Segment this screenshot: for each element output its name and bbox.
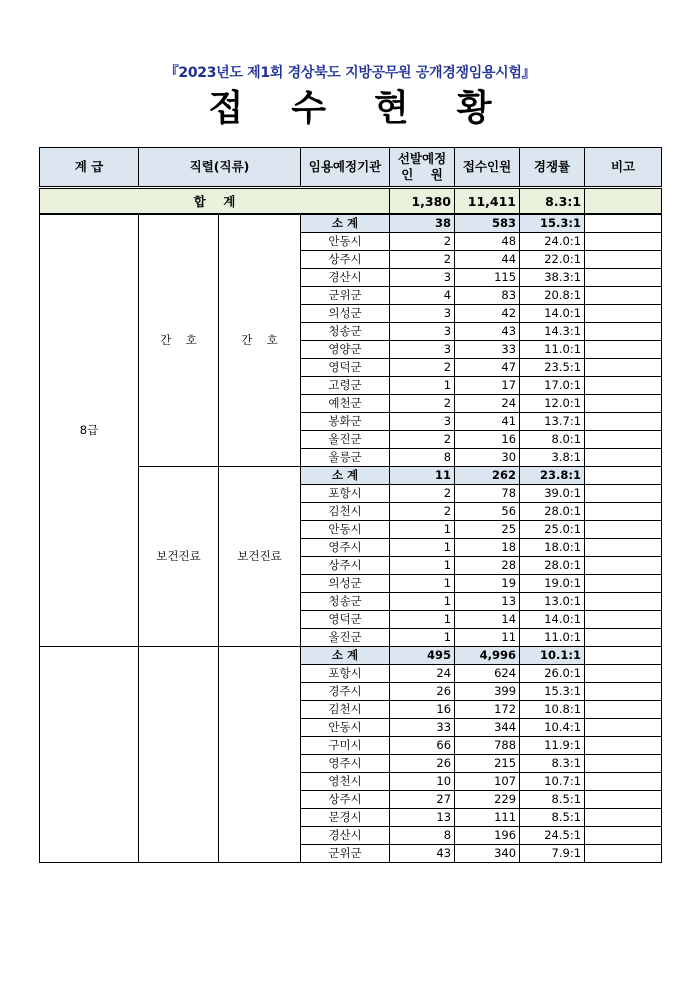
applicants-cell: 624 [455, 665, 520, 683]
planned-cell: 11 [390, 467, 455, 485]
planned-cell: 2 [390, 251, 455, 269]
agency-cell: 영덕군 [301, 611, 390, 629]
applicants-cell: 340 [455, 845, 520, 863]
series-cell: 보건진료 [139, 467, 219, 647]
planned-cell: 38 [390, 214, 455, 233]
agency-cell: 울진군 [301, 431, 390, 449]
applicants-cell: 788 [455, 737, 520, 755]
agency-cell: 군위군 [301, 287, 390, 305]
planned-cell: 2 [390, 233, 455, 251]
planned-cell: 13 [390, 809, 455, 827]
remarks-cell [585, 214, 662, 233]
total-label: 합 계 [40, 188, 390, 215]
agency-cell: 영주시 [301, 755, 390, 773]
table-body [40, 188, 662, 863]
ratio-cell: 14.0:1 [520, 305, 585, 323]
table-header [40, 148, 662, 188]
applicants-cell: 17 [455, 377, 520, 395]
planned-cell: 2 [390, 431, 455, 449]
ratio-cell: 10.1:1 [520, 647, 585, 665]
planned-cell: 1 [390, 521, 455, 539]
remarks-cell [585, 359, 662, 377]
total-applicants: 11,411 [455, 188, 520, 215]
remarks-cell [585, 593, 662, 611]
applicants-cell: 14 [455, 611, 520, 629]
ratio-cell: 28.0:1 [520, 503, 585, 521]
remarks-cell [585, 233, 662, 251]
remarks-cell [585, 719, 662, 737]
planned-cell: 495 [390, 647, 455, 665]
ratio-cell: 39.0:1 [520, 485, 585, 503]
ratio-cell: 3.8:1 [520, 449, 585, 467]
ratio-cell: 8.3:1 [520, 755, 585, 773]
planned-cell: 26 [390, 755, 455, 773]
applicants-cell: 41 [455, 413, 520, 431]
series-cell [139, 647, 219, 863]
ratio-cell: 11.0:1 [520, 629, 585, 647]
planned-cell: 1 [390, 557, 455, 575]
applicants-cell: 107 [455, 773, 520, 791]
ratio-cell: 10.7:1 [520, 773, 585, 791]
planned-cell: 2 [390, 359, 455, 377]
agency-cell: 울릉군 [301, 449, 390, 467]
ratio-cell: 24.5:1 [520, 827, 585, 845]
ratio-cell: 23.8:1 [520, 467, 585, 485]
planned-cell: 24 [390, 665, 455, 683]
agency-cell: 상주시 [301, 557, 390, 575]
remarks-cell [585, 521, 662, 539]
applicants-cell: 78 [455, 485, 520, 503]
applicants-cell: 83 [455, 287, 520, 305]
ratio-cell: 15.3:1 [520, 214, 585, 233]
remarks-cell [585, 341, 662, 359]
header-remarks: 비고 [585, 148, 662, 188]
total-row [40, 188, 662, 215]
remarks-cell [585, 701, 662, 719]
ratio-cell: 20.8:1 [520, 287, 585, 305]
remarks-cell [585, 485, 662, 503]
total-remarks [585, 188, 662, 215]
header-ratio: 경쟁률 [520, 148, 585, 188]
agency-cell: 울진군 [301, 629, 390, 647]
agency-cell: 경산시 [301, 827, 390, 845]
applicants-cell: 48 [455, 233, 520, 251]
total-planned: 1,380 [390, 188, 455, 215]
agency-cell: 군위군 [301, 845, 390, 863]
applicants-cell: 196 [455, 827, 520, 845]
applicants-cell: 47 [455, 359, 520, 377]
ratio-cell: 7.9:1 [520, 845, 585, 863]
planned-cell: 10 [390, 773, 455, 791]
remarks-cell [585, 503, 662, 521]
ratio-cell: 23.5:1 [520, 359, 585, 377]
agency-cell: 영덕군 [301, 359, 390, 377]
ratio-cell: 18.0:1 [520, 539, 585, 557]
planned-cell: 8 [390, 449, 455, 467]
applicants-cell: 344 [455, 719, 520, 737]
applicants-cell: 30 [455, 449, 520, 467]
applicants-cell: 115 [455, 269, 520, 287]
remarks-cell [585, 611, 662, 629]
ratio-cell: 22.0:1 [520, 251, 585, 269]
planned-cell: 1 [390, 377, 455, 395]
remarks-cell [585, 737, 662, 755]
planned-cell: 43 [390, 845, 455, 863]
planned-cell: 4 [390, 287, 455, 305]
agency-cell: 경주시 [301, 683, 390, 701]
ratio-cell: 10.4:1 [520, 719, 585, 737]
grade-cell [40, 647, 139, 863]
ratio-cell: 8.0:1 [520, 431, 585, 449]
agency-cell: 영천시 [301, 773, 390, 791]
header-planned [390, 148, 455, 188]
remarks-cell [585, 647, 662, 665]
applicants-cell: 19 [455, 575, 520, 593]
planned-cell: 2 [390, 485, 455, 503]
planned-cell: 3 [390, 305, 455, 323]
ratio-cell: 26.0:1 [520, 665, 585, 683]
header-position: 직렬(직류) [139, 148, 301, 188]
agency-cell: 안동시 [301, 233, 390, 251]
planned-cell: 1 [390, 539, 455, 557]
applicants-cell: 18 [455, 539, 520, 557]
applicants-cell: 33 [455, 341, 520, 359]
remarks-cell [585, 629, 662, 647]
applicants-cell: 399 [455, 683, 520, 701]
agency-cell: 안동시 [301, 521, 390, 539]
planned-cell: 26 [390, 683, 455, 701]
applicants-cell: 215 [455, 755, 520, 773]
applicants-cell: 16 [455, 431, 520, 449]
document-title: 접수현황 [208, 88, 540, 129]
ratio-cell: 13.0:1 [520, 593, 585, 611]
planned-cell: 27 [390, 791, 455, 809]
remarks-cell [585, 755, 662, 773]
grade-cell: 8급 [40, 214, 139, 647]
remarks-cell [585, 575, 662, 593]
applicants-cell: 25 [455, 521, 520, 539]
agency-cell: 의성군 [301, 305, 390, 323]
applicants-cell: 42 [455, 305, 520, 323]
header-grade: 계 급 [40, 148, 139, 188]
ratio-cell: 24.0:1 [520, 233, 585, 251]
agency-cell: 청송군 [301, 593, 390, 611]
applicants-cell: 172 [455, 701, 520, 719]
agency-cell: 소 계 [301, 214, 390, 233]
document-subtitle: 『2023년도 제1회 경상북도 지방공무원 공개경쟁임용시험』 [164, 65, 536, 81]
ratio-cell: 19.0:1 [520, 575, 585, 593]
planned-cell: 2 [390, 395, 455, 413]
ratio-cell: 11.9:1 [520, 737, 585, 755]
agency-cell: 포항시 [301, 485, 390, 503]
remarks-cell [585, 287, 662, 305]
ratio-cell: 12.0:1 [520, 395, 585, 413]
remarks-cell [585, 431, 662, 449]
agency-cell: 상주시 [301, 251, 390, 269]
subtotal-row [40, 214, 662, 233]
remarks-cell [585, 377, 662, 395]
ratio-cell: 28.0:1 [520, 557, 585, 575]
planned-cell: 33 [390, 719, 455, 737]
ratio-cell: 10.8:1 [520, 701, 585, 719]
agency-cell: 소 계 [301, 647, 390, 665]
agency-cell: 영주시 [301, 539, 390, 557]
agency-cell: 상주시 [301, 791, 390, 809]
planned-cell: 16 [390, 701, 455, 719]
applicants-cell: 229 [455, 791, 520, 809]
remarks-cell [585, 845, 662, 863]
agency-cell: 김천시 [301, 701, 390, 719]
remarks-cell [585, 269, 662, 287]
remarks-cell [585, 467, 662, 485]
planned-cell: 1 [390, 593, 455, 611]
header-applicants: 접수인원 [455, 148, 520, 188]
ratio-cell: 14.0:1 [520, 611, 585, 629]
remarks-cell [585, 827, 662, 845]
ratio-cell: 25.0:1 [520, 521, 585, 539]
ratio-cell: 14.3:1 [520, 323, 585, 341]
agency-cell: 안동시 [301, 719, 390, 737]
agency-cell: 경산시 [301, 269, 390, 287]
agency-cell: 고령군 [301, 377, 390, 395]
remarks-cell [585, 395, 662, 413]
class-cell: 간 호 [219, 214, 301, 467]
ratio-cell: 8.5:1 [520, 791, 585, 809]
remarks-cell [585, 791, 662, 809]
header-planned-line1: 선발예정 [397, 151, 447, 166]
applicants-cell: 11 [455, 629, 520, 647]
planned-cell: 3 [390, 341, 455, 359]
applicants-cell: 56 [455, 503, 520, 521]
ratio-cell: 13.7:1 [520, 413, 585, 431]
ratio-cell: 11.0:1 [520, 341, 585, 359]
applicants-cell: 262 [455, 467, 520, 485]
planned-cell: 8 [390, 827, 455, 845]
ratio-cell: 8.5:1 [520, 809, 585, 827]
applicants-cell: 43 [455, 323, 520, 341]
planned-cell: 1 [390, 611, 455, 629]
header-planned-line2: 인 원 [401, 167, 443, 182]
remarks-cell [585, 413, 662, 431]
remarks-cell [585, 809, 662, 827]
series-cell: 간 호 [139, 214, 219, 467]
ratio-cell: 15.3:1 [520, 683, 585, 701]
agency-cell: 청송군 [301, 323, 390, 341]
remarks-cell [585, 539, 662, 557]
agency-cell: 문경시 [301, 809, 390, 827]
applicants-cell: 44 [455, 251, 520, 269]
agency-cell: 봉화군 [301, 413, 390, 431]
applicants-cell: 111 [455, 809, 520, 827]
applicants-cell: 13 [455, 593, 520, 611]
ratio-cell: 17.0:1 [520, 377, 585, 395]
applicants-cell: 583 [455, 214, 520, 233]
agency-cell: 소 계 [301, 467, 390, 485]
planned-cell: 3 [390, 413, 455, 431]
applicants-cell: 4,996 [455, 647, 520, 665]
remarks-cell [585, 251, 662, 269]
remarks-cell [585, 773, 662, 791]
applicants-cell: 24 [455, 395, 520, 413]
remarks-cell [585, 323, 662, 341]
remarks-cell [585, 557, 662, 575]
planned-cell: 3 [390, 269, 455, 287]
agency-cell: 예천군 [301, 395, 390, 413]
agency-cell: 구미시 [301, 737, 390, 755]
planned-cell: 1 [390, 575, 455, 593]
remarks-cell [585, 665, 662, 683]
total-ratio: 8.3:1 [520, 188, 585, 215]
planned-cell: 2 [390, 503, 455, 521]
class-cell [219, 647, 301, 863]
agency-cell: 영양군 [301, 341, 390, 359]
agency-cell: 의성군 [301, 575, 390, 593]
applicants-cell: 28 [455, 557, 520, 575]
planned-cell: 1 [390, 629, 455, 647]
planned-cell: 66 [390, 737, 455, 755]
ratio-cell: 38.3:1 [520, 269, 585, 287]
applications-table [39, 147, 662, 863]
class-cell: 보건진료 [219, 467, 301, 647]
header-agency: 임용예정기관 [301, 148, 390, 188]
agency-cell: 포항시 [301, 665, 390, 683]
remarks-cell [585, 683, 662, 701]
remarks-cell [585, 305, 662, 323]
subtotal-row [40, 647, 662, 665]
remarks-cell [585, 449, 662, 467]
agency-cell: 김천시 [301, 503, 390, 521]
planned-cell: 3 [390, 323, 455, 341]
